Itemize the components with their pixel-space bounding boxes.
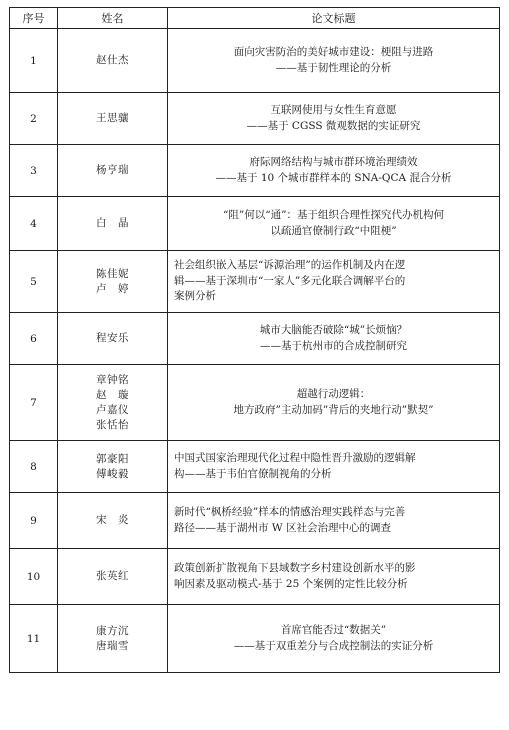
author-name: 陈佳妮 [96,267,129,280]
paper-title-line: 新时代“枫桥经验”样本的情感治理实践样态与完善 [174,506,406,518]
table-row [10,313,500,365]
paper-title-line: 面向灾害防治的美好城市建设：梗阻与进路 [233,46,434,58]
author-names [58,145,168,197]
table-row [10,549,500,605]
paper-title-line: 响因素及驱动模式-基于 25 个案例的定性比较分析 [174,577,408,590]
table-row [10,251,500,313]
paper-title-line: 府际网络结构与城市群环境治理绩效 [249,156,418,168]
author-name: 程安乐 [96,332,129,344]
row-number: 10 [10,549,58,605]
author-names [58,197,168,251]
table-row [10,605,500,673]
author-name: 宋 炎 [96,514,129,526]
paper-title-line: 首席官能否过“数据关” [280,624,387,636]
author-name: 康方沉 [96,624,129,637]
paper-title-line: 政策创新扩散视角下县域数字乡村建设创新水平的影 [174,562,416,574]
author-name: 卢嘉仪 [96,403,129,416]
author-name: 杨亨瑞 [96,164,129,176]
author-names [58,365,168,441]
author-name: 卢 婷 [96,282,129,295]
author-name: 章钟铭 [96,373,129,386]
paper-title-line: 以疏通官僚制行政“中阻梗” [270,224,397,237]
row-number: 2 [10,93,58,145]
row-number: 1 [10,29,58,93]
author-name: 张恬怡 [96,418,129,431]
row-number: 7 [10,365,58,441]
paper-title [168,493,500,549]
author-name: 王思骧 [96,112,129,124]
paper-title [168,251,500,313]
paper-title [168,441,500,493]
row-number: 9 [10,493,58,549]
paper-title-line: 辑——基于深圳市“一家人”多元化联合调解平台的 [174,274,406,287]
author-names [58,605,168,673]
paper-title-line: 超越行动逻辑： [296,388,371,400]
table-header-row [10,8,500,29]
table-row [10,145,500,197]
author-name: 郭豪阳 [96,452,129,465]
paper-title-line: 互联网使用与女性生育意愿 [270,104,397,116]
paper-title-line: ——基于 10 个城市群样本的 SNA-QCA 混合分析 [215,171,452,184]
paper-title-line: 地方政府”主动加码”背后的夹地行动”默契” [233,403,434,416]
row-number: 8 [10,441,58,493]
paper-title-line: 案例分析 [174,290,216,303]
author-name: 唐瑞雪 [96,639,129,652]
paper-title [168,365,500,441]
paper-title [168,313,500,365]
paper-title-line: 路径——基于湖州市 W 区社会治理中心的调查 [174,521,391,534]
author-name: 傅峻毅 [96,467,129,480]
author-name: 赵仕杰 [96,54,129,66]
header-name: 姓名 [58,8,168,29]
row-number: 11 [10,605,58,673]
paper-title-line: 构——基于韦伯官僚制视角的分析 [174,467,332,480]
paper-title-line: ——基于双重差分与合成控制法的实证分析 [233,639,434,652]
paper-title [168,29,500,93]
paper-title [168,93,500,145]
header-title: 论文标题 [168,8,500,29]
table-row [10,29,500,93]
header-no: 序号 [10,8,58,29]
table-row [10,93,500,145]
paper-title-line: 社会组织嵌入基层“诉源治理”的运作机制及内在逻 [174,259,406,272]
paper-list-table [9,7,500,673]
author-names [58,549,168,605]
author-name: 白 晶 [96,217,129,229]
paper-title [168,197,500,251]
row-number: 6 [10,313,58,365]
table-row [10,365,500,441]
author-names [58,493,168,549]
author-names [58,93,168,145]
author-names [58,29,168,93]
table-row [10,197,500,251]
paper-title [168,605,500,673]
author-names [58,313,168,365]
row-number: 4 [10,197,58,251]
paper-title [168,145,500,197]
table-row [10,493,500,549]
paper-title-line: 城市大脑能否破除“城”长烦恼？ [259,324,408,336]
author-name: 张英红 [96,570,129,582]
author-names [58,251,168,313]
author-names [58,441,168,493]
paper-title-line: ——基于杭州市的合成控制研究 [260,339,407,352]
paper-title-line: 中国式国家治理现代化过程中隐性晋升激励的逻辑解 [174,452,416,464]
row-number: 5 [10,251,58,313]
paper-title [168,549,500,605]
author-name: 赵 璇 [96,388,129,401]
table-row [10,441,500,493]
row-number: 3 [10,145,58,197]
paper-title-line: ——基于 CGSS 微观数据的实证研究 [246,119,421,132]
paper-title-line: “阻”何以“通”：基于组织合理性探究代办机构何 [223,209,444,221]
paper-title-line: ——基于韧性理论的分析 [275,61,392,74]
